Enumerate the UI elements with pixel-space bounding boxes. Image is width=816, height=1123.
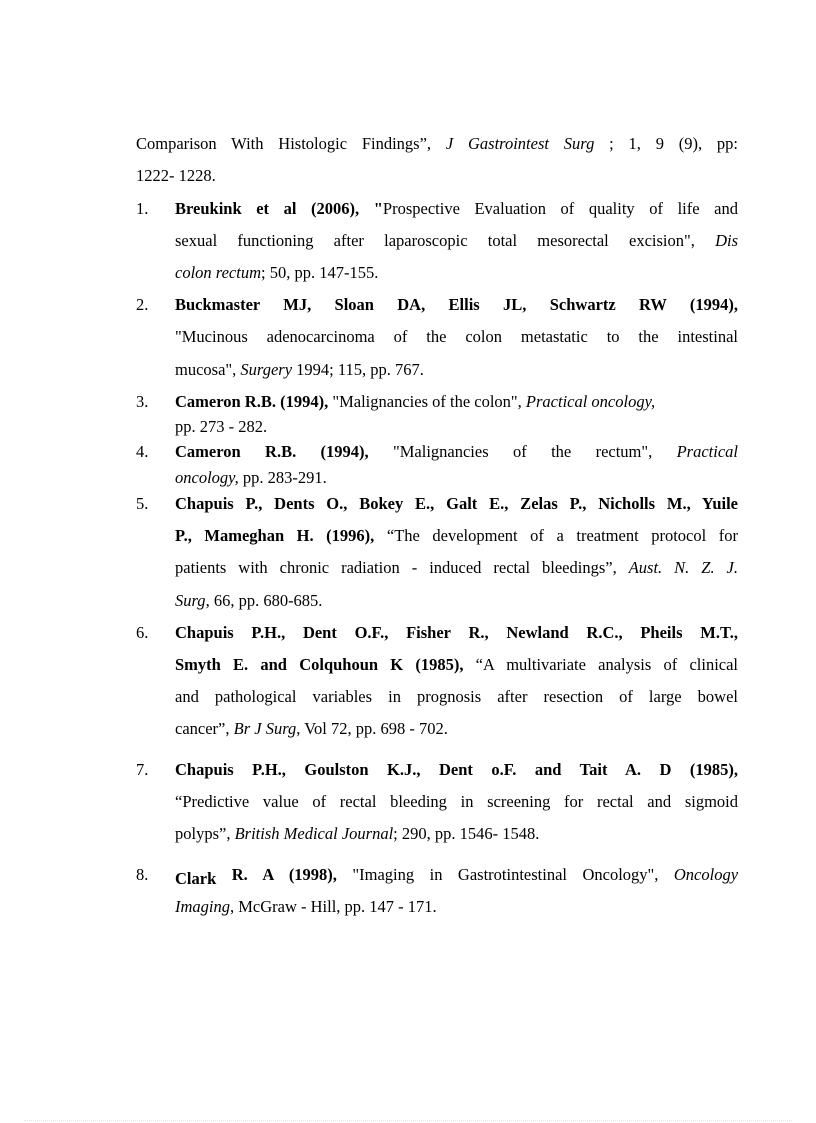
- journal-name: Dis: [715, 231, 738, 250]
- reference-authors: R. A (1998),: [231, 865, 337, 884]
- reference-authors: P., Mameghan H. (1996),: [175, 526, 375, 545]
- reference-authors: Chapuis P., Dents O., Bokey E., Galt E., Zelas P., Nicholls M., Yuile: [175, 494, 738, 513]
- reference-1-line-2: sexual functioning after laparoscopic total mesorectal excision", Dis: [175, 231, 738, 250]
- reference-number: 3.: [136, 392, 149, 411]
- reference-number: 4.: [136, 442, 149, 461]
- reference-authors: Buckmaster MJ, Sloan DA, Ellis JL, Schwartz RW (1994),: [175, 295, 738, 314]
- continuation-line-1: Comparison With Histologic Findings”, J Gastrointest Surg ; 1, 9 (9), pp:: [136, 134, 738, 153]
- reference-2-line-3: mucosa", Surgery 1994; 115, pp. 767.: [175, 360, 424, 379]
- reference-number: 1.: [136, 199, 149, 218]
- journal-name: British Medical Journal: [234, 824, 394, 843]
- journal-name: Practical oncology,: [525, 392, 656, 411]
- journal-name: Oncology: [673, 865, 738, 884]
- reference-3-line-2: pp. 273 - 282.: [175, 417, 268, 436]
- reference-2-line-1: [175, 295, 738, 315]
- reference-1-line-3: colon rectum; 50, pp. 147-155.: [175, 263, 379, 282]
- reference-6-line-2: Smyth E. and Colquhoun K (1985), “A multivariate analysis of clinical: [175, 655, 738, 674]
- reference-8-line-1: Clark R. A (1998), "Imaging in Gastrotintestinal Oncology", Oncology: [175, 865, 738, 885]
- reference-number: 2.: [136, 295, 149, 314]
- reference-number: 8.: [136, 865, 149, 884]
- reference-5-line-2: P., Mameghan H. (1996), “The development of a treatment protocol for: [175, 526, 738, 545]
- journal-name: Practical: [676, 442, 738, 461]
- reference-3-line-1: Cameron R.B. (1994), "Malignancies of the colon", Practical oncology,: [175, 392, 656, 411]
- reference-4-line-2: oncology, pp. 283-291.: [175, 468, 327, 487]
- reference-authors: Cameron R.B. (1994),: [175, 392, 329, 411]
- reference-authors: Chapuis P.H., Goulston K.J., Dent o.F. and Tait A. D (1985),: [175, 760, 738, 779]
- page-bottom-divider: [24, 1120, 792, 1121]
- reference-7-line-2: “Predictive value of rectal bleeding in screening for rectal and sigmoid: [175, 792, 738, 811]
- reference-number: 5.: [136, 494, 149, 513]
- journal-name: Surg: [175, 591, 206, 610]
- reference-7-line-3: polyps”, British Medical Journal; 290, pp. 1546- 1548.: [175, 824, 540, 843]
- journal-name: oncology,: [175, 468, 239, 487]
- journal-name: J Gastrointest Surg: [445, 134, 595, 153]
- reference-authors: Smyth E. and Colquhoun K (1985),: [175, 655, 464, 674]
- journal-name: Aust. N. Z. J.: [628, 558, 738, 577]
- reference-7-line-1: [175, 760, 738, 780]
- reference-number: 6.: [136, 623, 149, 642]
- reference-authors: Clark: [175, 869, 217, 885]
- journal-name: Surgery: [240, 360, 293, 379]
- reference-5-line-1: [175, 494, 738, 514]
- reference-authors: Cameron R.B. (1994),: [175, 442, 369, 461]
- reference-5-line-3: patients with chronic radiation - induced rectal bleedings”, Aust. N. Z. J.: [175, 558, 738, 577]
- reference-1-line-1: Breukink et al (2006), "Prospective Evaluation of quality of life and: [175, 199, 738, 218]
- reference-6-line-1: [175, 623, 738, 643]
- reference-6-line-4: cancer”, Br J Surg, Vol 72, pp. 698 - 702.: [175, 719, 448, 738]
- reference-5-line-4: Surg, 66, pp. 680-685.: [175, 591, 323, 610]
- reference-2-line-2: "Mucinous adenocarcinoma of the colon metastatic to the intestinal: [175, 327, 738, 346]
- reference-8-line-2: Imaging, McGraw - Hill, pp. 147 - 171.: [175, 897, 437, 916]
- reference-authors: Breukink et al (2006), ": [175, 199, 383, 218]
- journal-name: Imaging: [175, 897, 230, 916]
- reference-number: 7.: [136, 760, 149, 779]
- reference-authors: Chapuis P.H., Dent O.F., Fisher R., Newland R.C., Pheils M.T.,: [175, 623, 738, 642]
- continuation-line-2: 1222- 1228.: [136, 166, 216, 185]
- reference-4-line-1: Cameron R.B. (1994), "Malignancies of the rectum", Practical: [175, 442, 738, 461]
- journal-name: colon rectum: [175, 263, 261, 282]
- reference-6-line-3: and pathological variables in prognosis after resection of large bowel: [175, 687, 738, 706]
- journal-name: Br J Surg: [233, 719, 297, 738]
